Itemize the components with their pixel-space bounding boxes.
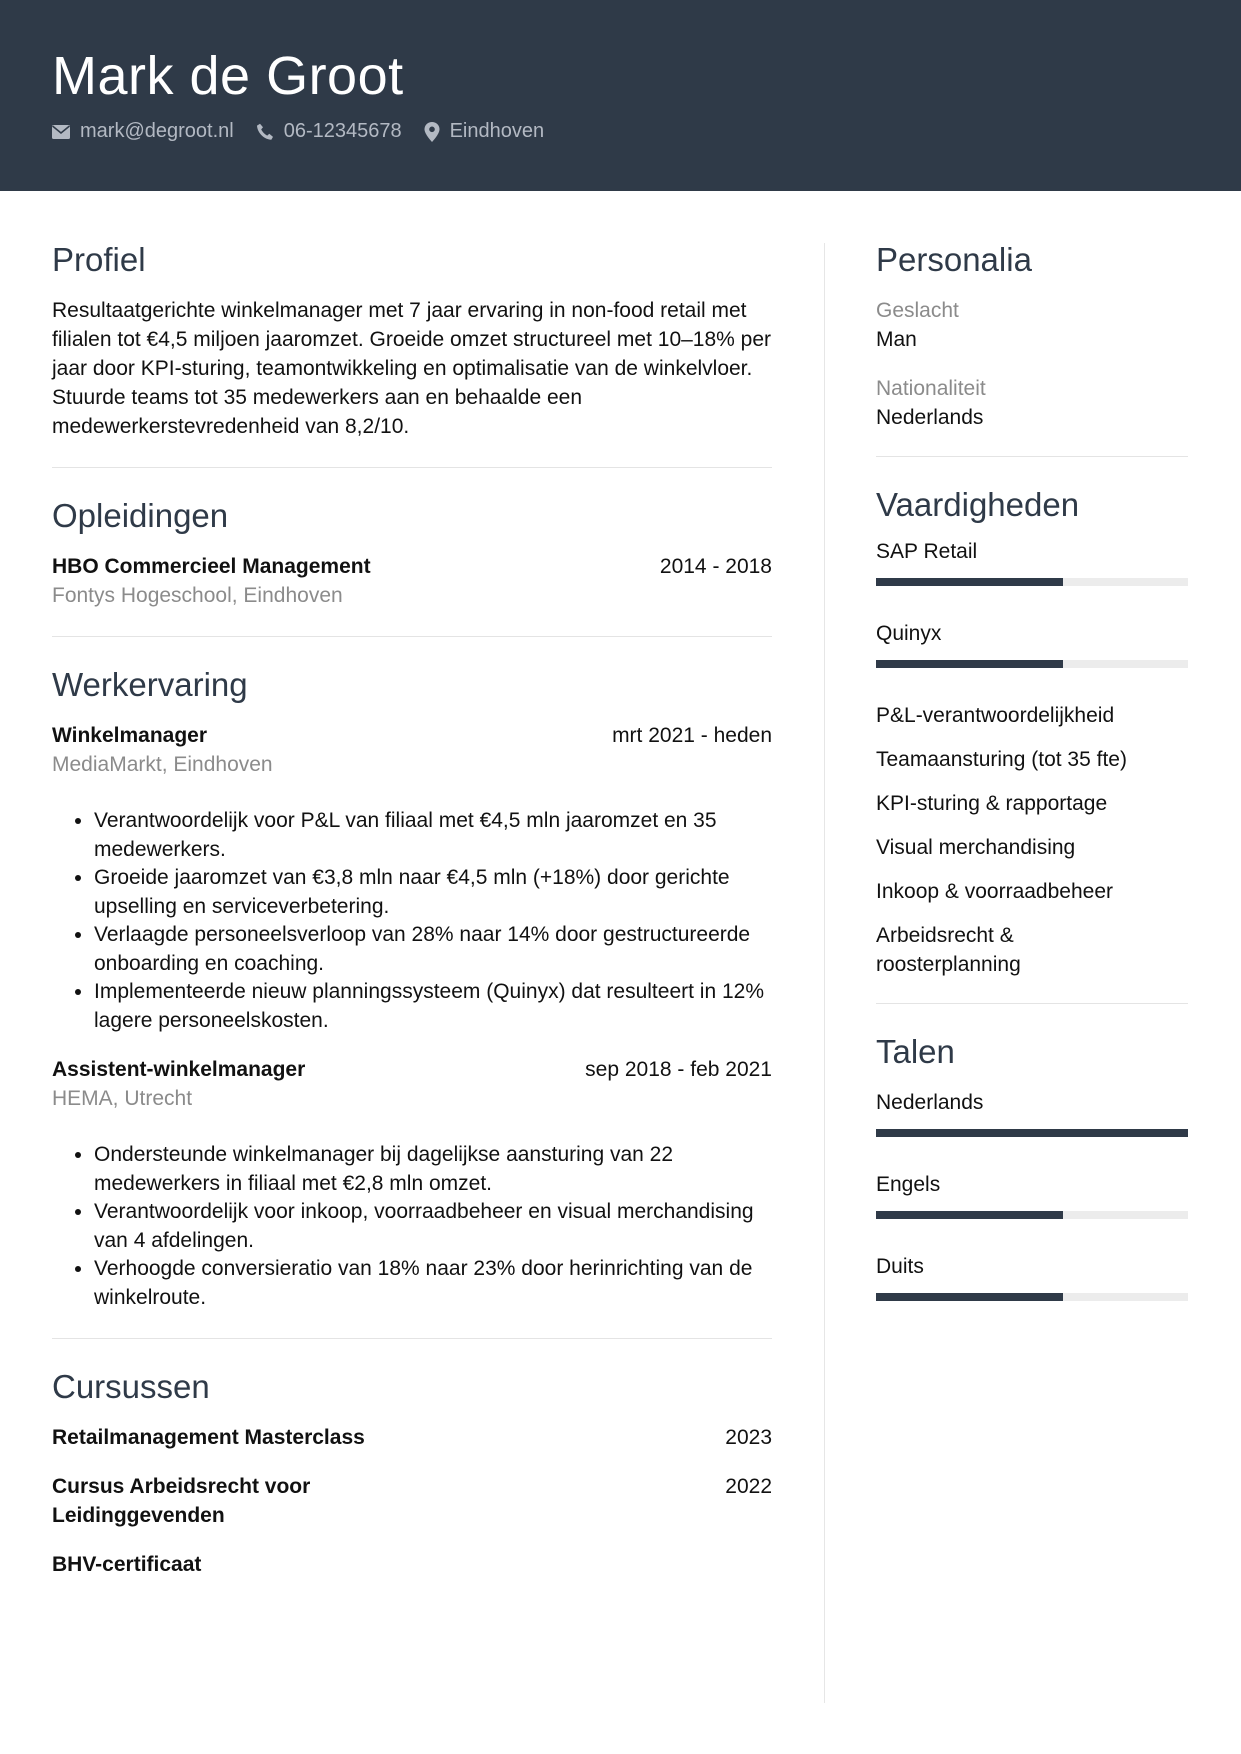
skill-item: Visual merchandising bbox=[876, 836, 1076, 859]
skill-name: Quinyx bbox=[876, 622, 942, 645]
skill-item: P&L-verantwoordelijkheid bbox=[876, 704, 1115, 727]
skill-list bbox=[876, 701, 1188, 979]
course-year: 2022 bbox=[725, 1475, 772, 1498]
languages-section bbox=[876, 1030, 1188, 1301]
skill-level-bar bbox=[876, 578, 1188, 586]
education-section bbox=[52, 494, 772, 610]
course-item bbox=[52, 1423, 772, 1452]
course-item bbox=[52, 1550, 772, 1579]
sidebar-column bbox=[876, 238, 1188, 1301]
skill-name: SAP Retail bbox=[876, 540, 978, 563]
profile-title: Profiel bbox=[52, 241, 146, 278]
job-role: Winkelmanager bbox=[52, 724, 208, 747]
skills-title: Vaardigheden bbox=[876, 486, 1080, 523]
skill-item: Teamaansturing (tot 35 fte) bbox=[876, 748, 1127, 771]
job-period: mrt 2021 - heden bbox=[612, 724, 772, 747]
phone-text: 06-12345678 bbox=[283, 120, 402, 142]
skill-item: Inkoop & voorraadbeheer bbox=[876, 880, 1113, 903]
course-year: 2023 bbox=[725, 1426, 772, 1449]
skill-rated bbox=[876, 537, 1188, 586]
section-divider bbox=[876, 1003, 1188, 1004]
education-degree: HBO Commercieel Management bbox=[52, 555, 371, 578]
list-item: • Implementeerde nieuw planningssysteem (Quinyx) dat resulteert in 12% lagere personeelskosten. bbox=[94, 978, 772, 1035]
language-name: Nederlands bbox=[876, 1091, 984, 1114]
language-level-fill bbox=[876, 1211, 1063, 1219]
personal-section bbox=[876, 238, 1188, 432]
skill-rated bbox=[876, 619, 1188, 668]
personal-field bbox=[876, 296, 1188, 354]
list-item: • Groeide jaaromzet van €3,8 mln naar €4,5 mln (+18%) door gerichte upselling en serviceverbetering. bbox=[94, 864, 772, 921]
language-level-bar bbox=[876, 1293, 1188, 1301]
profile-section bbox=[52, 238, 772, 441]
skill-level-fill bbox=[876, 578, 1063, 586]
language-level-bar bbox=[876, 1211, 1188, 1219]
experience-section bbox=[52, 663, 772, 1312]
language-item bbox=[876, 1252, 1188, 1301]
skills-section bbox=[876, 483, 1188, 979]
section-divider bbox=[876, 456, 1188, 457]
contact-email bbox=[52, 120, 234, 143]
contact-location bbox=[424, 120, 545, 143]
list-item: • Verantwoordelijk voor inkoop, voorraadbeheer en visual merchandising van 4 afdelingen. bbox=[94, 1198, 772, 1255]
course-item bbox=[52, 1472, 772, 1530]
education-period: 2014 - 2018 bbox=[659, 555, 772, 578]
envelope-icon bbox=[52, 125, 70, 139]
list-item: • Verlaagde personeelsverloop van 28% naar 14% door gestructureerde onboarding en coaching. bbox=[94, 921, 772, 978]
location-text: Eindhoven bbox=[449, 120, 545, 142]
section-divider bbox=[52, 1338, 772, 1339]
job-bullets bbox=[52, 1141, 772, 1312]
field-label: Geslacht bbox=[876, 299, 959, 322]
course-name: BHV-certificaat bbox=[52, 1553, 202, 1576]
list-item: • Verantwoordelijk voor P&L van filiaal met €4,5 mln jaaromzet en 35 medewerkers. bbox=[94, 807, 772, 864]
skill-item: Arbeidsrecht & roosterplanning bbox=[876, 924, 1021, 976]
contact-info bbox=[52, 120, 566, 143]
language-name: Duits bbox=[876, 1255, 924, 1278]
course-name: Cursus Arbeidsrecht voor Leidinggevenden bbox=[52, 1475, 311, 1527]
field-label: Nationaliteit bbox=[876, 377, 986, 400]
personal-field bbox=[876, 374, 1188, 432]
main-column bbox=[52, 238, 772, 1579]
language-level-fill bbox=[876, 1129, 1188, 1137]
phone-icon bbox=[256, 123, 274, 141]
header bbox=[0, 0, 1241, 191]
contact-phone bbox=[256, 120, 402, 143]
education-item bbox=[52, 552, 772, 610]
section-divider bbox=[52, 636, 772, 637]
candidate-name: Mark de Groot bbox=[52, 46, 404, 106]
language-level-fill bbox=[876, 1293, 1063, 1301]
education-title: Opleidingen bbox=[52, 497, 229, 534]
skill-level-fill bbox=[876, 660, 1063, 668]
job-item bbox=[52, 721, 772, 1035]
skill-item: KPI-sturing & rapportage bbox=[876, 792, 1108, 815]
map-marker-icon bbox=[424, 122, 440, 142]
field-value: Man bbox=[876, 328, 917, 351]
skill-level-bar bbox=[876, 660, 1188, 668]
personal-title: Personalia bbox=[876, 241, 1032, 278]
job-company: HEMA, Utrecht bbox=[52, 1087, 193, 1110]
job-item bbox=[52, 1055, 772, 1312]
email-text: mark@degroot.nl bbox=[80, 120, 234, 142]
language-item bbox=[876, 1088, 1188, 1137]
job-period: sep 2018 - feb 2021 bbox=[585, 1058, 772, 1081]
column-divider bbox=[824, 243, 825, 1703]
section-divider bbox=[52, 467, 772, 468]
courses-section bbox=[52, 1365, 772, 1579]
job-role: Assistent-winkelmanager bbox=[52, 1058, 306, 1081]
education-school: Fontys Hogeschool, Eindhoven bbox=[52, 584, 343, 607]
job-bullets bbox=[52, 807, 772, 1035]
profile-text: Resultaatgerichte winkelmanager met 7 jaar ervaring in non-food retail met filialen tot €4,5 miljoen jaaromzet. Groeide omzet structureel met 10–18% per jaar door KPI-sturing, teamontwikkeling en optimalisatie van de winkelvloer. Stuurde teams tot 35 medewerkers aan en behaalde een medewerkerstevredenheid van 8,2/10. bbox=[52, 299, 772, 438]
language-name: Engels bbox=[876, 1173, 941, 1196]
list-item: • Verhoogde conversieratio van 18% naar 23% door herinrichting van de winkelroute. bbox=[94, 1255, 772, 1312]
courses-title: Cursussen bbox=[52, 1368, 210, 1405]
list-item: • Ondersteunde winkelmanager bij dagelijkse aansturing van 22 medewerkers in filiaal met €2,8 mln omzet. bbox=[94, 1141, 772, 1198]
field-value: Nederlands bbox=[876, 406, 984, 429]
job-company: MediaMarkt, Eindhoven bbox=[52, 753, 273, 776]
languages-title: Talen bbox=[876, 1033, 955, 1070]
course-name: Retailmanagement Masterclass bbox=[52, 1426, 365, 1449]
language-item bbox=[876, 1170, 1188, 1219]
language-level-bar bbox=[876, 1129, 1188, 1137]
experience-title: Werkervaring bbox=[52, 666, 248, 703]
